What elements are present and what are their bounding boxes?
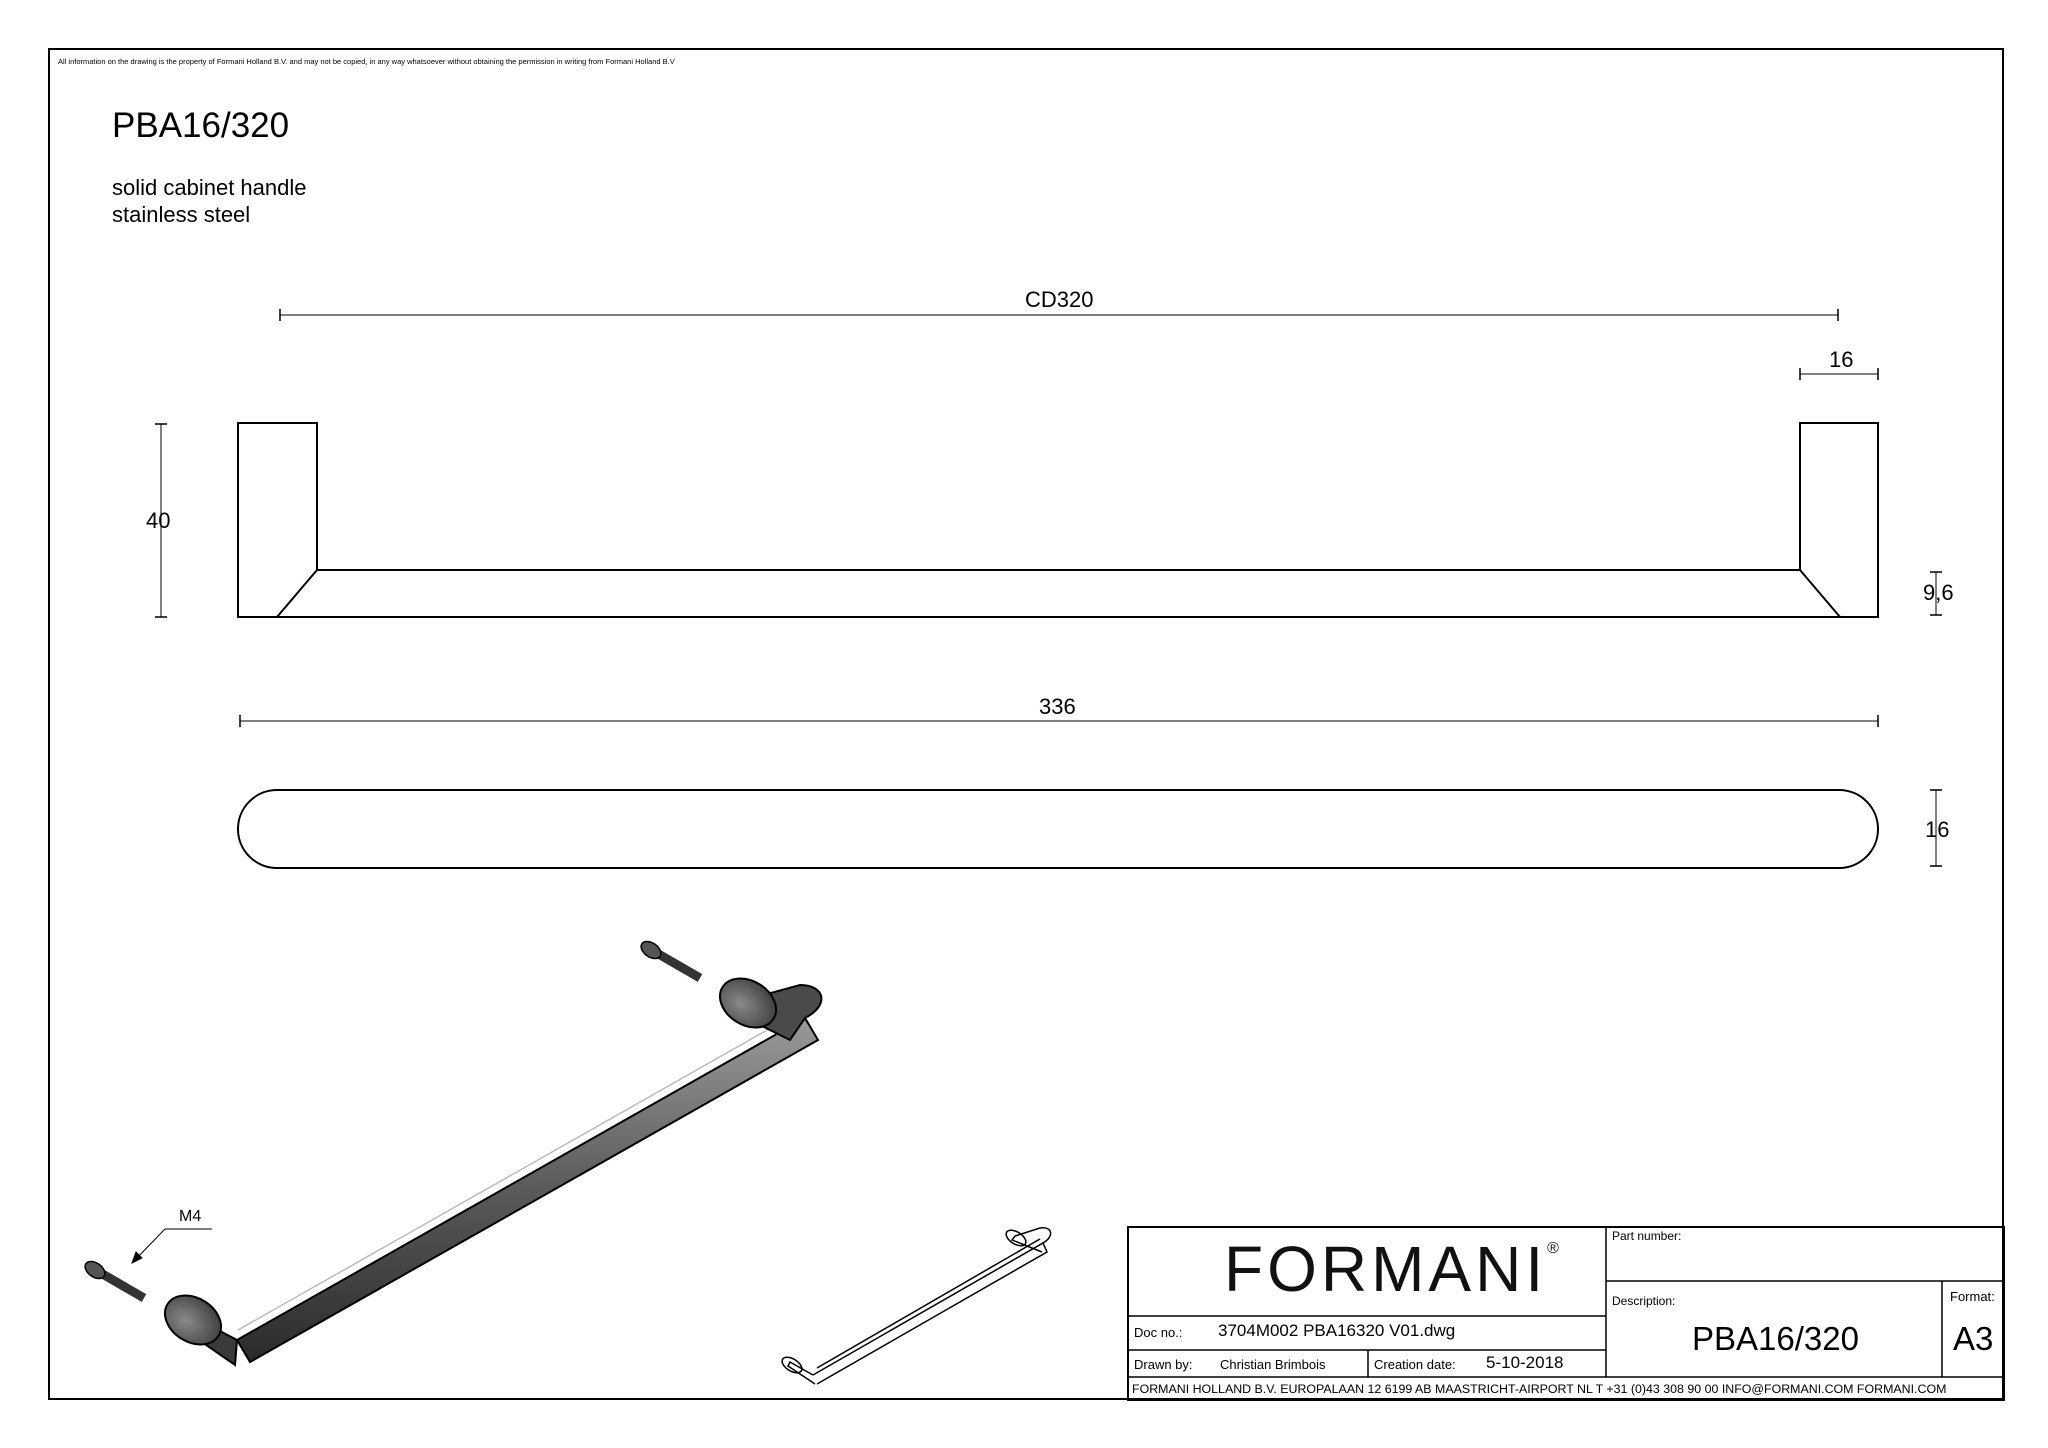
description-value: PBA16/320	[1692, 1320, 1859, 1357]
front-view	[238, 423, 1878, 617]
dimension-height-label: 40	[146, 508, 171, 533]
registered-mark: ®	[1547, 1240, 1559, 1257]
dimension-total-length-label: 336	[1039, 694, 1076, 719]
format-value: A3	[1953, 1320, 1994, 1357]
drawn-by-label: Drawn by:	[1134, 1357, 1193, 1372]
thread-label: M4	[179, 1208, 202, 1225]
part-number-label: Part number:	[1612, 1229, 1682, 1243]
subtitle-line-1: solid cabinet handle	[112, 175, 307, 200]
doc-no-label: Doc no.:	[1134, 1325, 1183, 1340]
screw-bottom	[82, 1258, 144, 1298]
thread-leader	[132, 1229, 212, 1263]
drawn-by-value: Christian Brimbois	[1220, 1357, 1326, 1372]
dimension-cd-label: CD320	[1025, 287, 1094, 312]
formani-logo	[1224, 1232, 1559, 1306]
logo-text: FORMANI	[1224, 1233, 1548, 1305]
company-footer: FORMANI HOLLAND B.V. EUROPALAAN 12 6199 AB MAASTRICHT-AIRPORT NL T +31 (0)43 308 90 00 INFO@FORMANI.COM FORMANI.COM	[1132, 1382, 1947, 1396]
creation-date-label: Creation date:	[1374, 1357, 1456, 1372]
doc-no-value: 3704M002 PBA16320 V01.dwg	[1218, 1321, 1456, 1340]
dimension-bar-depth-label: 16	[1925, 817, 1950, 842]
description-label: Description:	[1612, 1294, 1676, 1308]
subtitle-line-2: stainless steel	[112, 202, 251, 227]
isometric-handle-shaded	[156, 968, 822, 1365]
creation-date-value: 5-10-2018	[1486, 1353, 1564, 1372]
format-label: Format:	[1950, 1289, 1995, 1304]
drawing-title: PBA16/320	[112, 106, 290, 145]
isometric-handle-outline	[779, 1227, 1050, 1384]
dimension-leg-width-label: 16	[1829, 347, 1854, 372]
screw-top	[638, 938, 700, 978]
copyright-notice: All information on the drawing is the property of Formani Holland B.V. and may not be copied, in any way whatsoever without obtaining the permission in writing from Formani Holland B.V	[58, 57, 675, 66]
dimension-bar-thickness-label: 9,6	[1923, 580, 1954, 605]
top-view	[238, 790, 1878, 868]
